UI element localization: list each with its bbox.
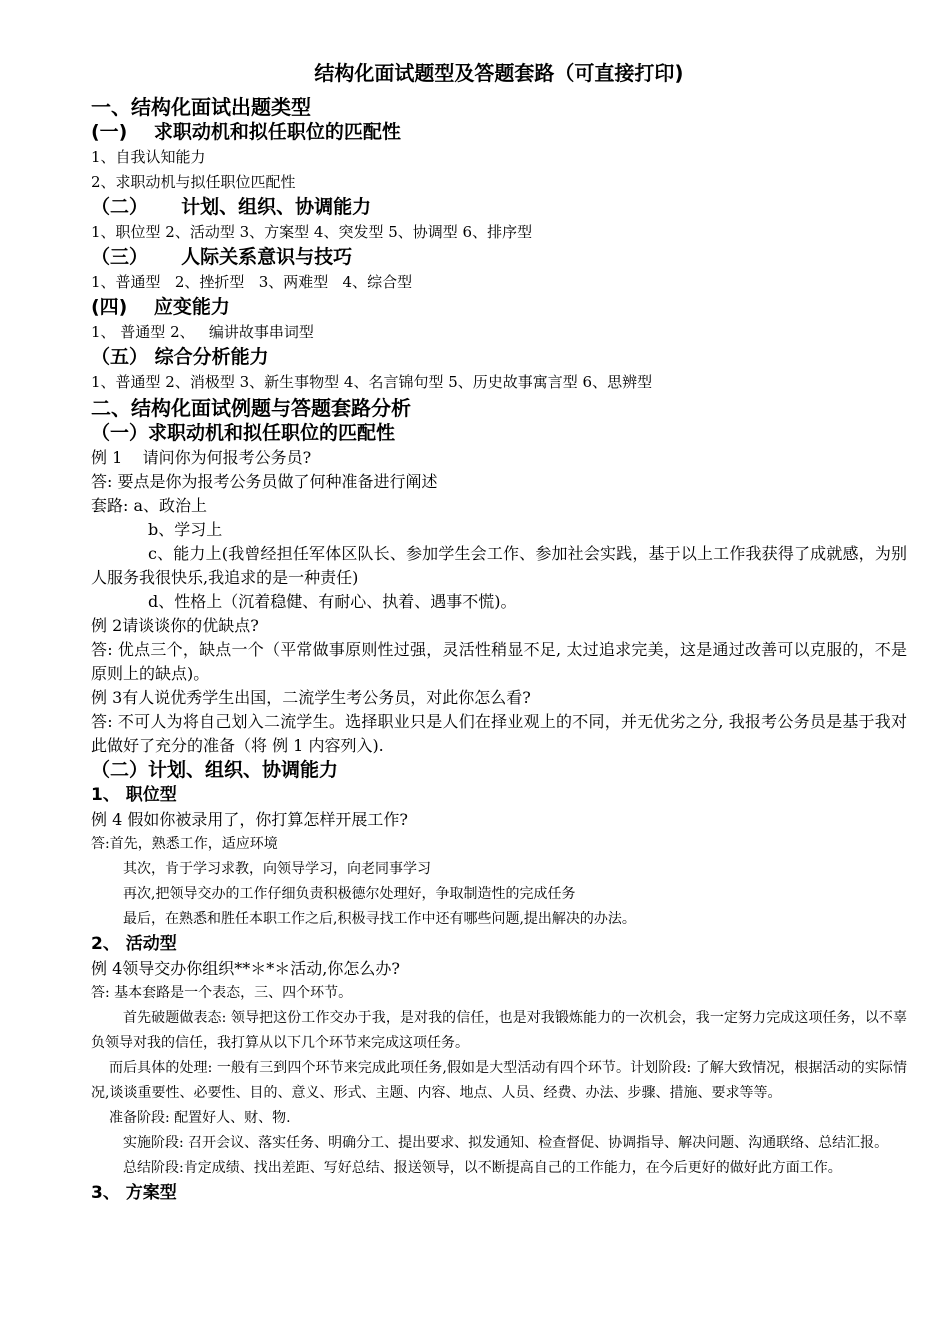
sec1-sub5-heading: （五） 综合分析能力: [91, 346, 269, 368]
sec2-sub2-heading: （二）计划、组织、协调能力: [91, 759, 339, 781]
section2-heading: 二、结构化面试例题与答题套路分析: [91, 396, 411, 420]
example5-answer-6: 总结阶段:肯定成绩、找出差距、写好总结、报送领导，以不断提高自己的工作能力，在今后更好的做好此方面工作。: [123, 1160, 842, 1176]
sec1-sub1-line2: 2、求职动机与拟任职位匹配性: [91, 173, 296, 191]
example1-question: 例 1 请问你为何报考公务员?: [91, 448, 312, 467]
section1-heading: 一、结构化面试出题类型: [91, 95, 311, 119]
sec1-sub2-line1: 1、职位型 2、活动型 3、方案型 4、突发型 5、协调型 6、排序型: [91, 223, 533, 241]
example4-answer-2: 其次，肯于学习求教，向领导学习，向老同事学习: [123, 861, 431, 877]
example1-route-b: b、学习上: [148, 520, 223, 539]
sec1-sub1-line1: 1、自我认知能力: [91, 148, 206, 166]
type2-heading: 2、 活动型: [91, 934, 177, 954]
document-page: [91, 52, 907, 1206]
example4-answer-4: 最后，在熟悉和胜任本职工作之后,积极寻找工作中还有哪些问题,提出解决的办法。: [123, 911, 636, 927]
example5-answer-3: 而后具体的处理: 一般有三到四个环节来完成此项任务,假如是大型活动有四个环节。计划阶段: 了解大致情况，根据活动的实际情况,谈谈重要性、必要性、目的、意义、形式、主题、内容、地点、人员、经费、办法、步骤、措施、要求等等。: [91, 1060, 907, 1101]
example1-answer: 答: 要点是你为报考公务员做了何种准备进行阐述: [91, 472, 438, 491]
example4-answer-1: 答:首先，熟悉工作，适应环境: [91, 836, 278, 852]
example1-route-a: 套路: a、政治上: [91, 496, 208, 515]
sec1-sub3-heading: （三） 人际关系意识与技巧: [91, 246, 353, 268]
example4-answer-3: 再次,把领导交办的工作仔细负责积极德尔处理好，争取制造性的完成任务: [123, 886, 576, 902]
sec1-sub5-line1: 1、普通型 2、消极型 3、新生事物型 4、名言锦句型 5、历史故事寓言型 6、思辨型: [91, 373, 653, 391]
example1-route-d: d、性格上（沉着稳健、有耐心、执着、遇事不慌)。: [148, 592, 517, 611]
example1-route-c: c、能力上(我曾经担任军体区队长、参加学生会工作、参加社会实践，基于以上工作我获得了成就感，为别人服务我很快乐,我追求的是一种责任): [91, 544, 907, 587]
type3-heading: 3、 方案型: [91, 1183, 177, 1203]
sec1-sub4-heading: (四) 应变能力: [91, 296, 230, 318]
sec1-sub1-heading: (一) 求职动机和拟任职位的匹配性: [91, 121, 401, 143]
example5-answer-4: 准备阶段: 配置好人、财、物.: [109, 1110, 291, 1126]
example2-question: 例 2请谈谈你的优缺点?: [91, 616, 259, 635]
example5-answer-5: 实施阶段: 召开会议、落实任务、明确分工、提出要求、拟发通知、检查督促、协调指导、解决问题、沟通联络、总结汇报。: [123, 1135, 889, 1151]
example3-answer: 答: 不可人为将自己划入二流学生。选择职业只是人们在择业观上的不同，并无优劣之分, 我报考公务员是基于我对此做好了充分的准备（将 例 1 内容列入).: [91, 712, 907, 755]
sec1-sub2-heading: （二） 计划、组织、协调能力: [91, 196, 372, 218]
sec1-sub4-line1: 1、 普通型 2、 编讲故事串词型: [91, 323, 314, 341]
example5-answer-2: 首先破题做表态: 领导把这份工作交办于我，是对我的信任，也是对我锻炼能力的一次机会，我一定努力完成这项任务，以不辜负领导对我的信任，我打算从以下几个环节来完成这项任务。: [91, 1010, 907, 1051]
example4-question: 例 4 假如你被录用了，你打算怎样开展工作?: [91, 810, 408, 829]
sec1-sub3-line1: 1、普通型 2、挫折型 3、两难型 4、综合型: [91, 273, 413, 291]
example5-question: 例 4领导交办你组织**＊*＊活动,你怎么办?: [91, 959, 400, 978]
sec2-sub1-heading: （一）求职动机和拟任职位的匹配性: [91, 422, 396, 444]
example2-answer: 答: 优点三个，缺点一个（平常做事原则性过强，灵活性稍显不足, 太过追求完美，这是通过改善可以克服的，不是原则上的缺点)。: [91, 640, 907, 683]
example3-question: 例 3有人说优秀学生出国，二流学生考公务员，对此你怎么看?: [91, 688, 531, 707]
document-title: 结构化面试题型及答题套路（可直接打印): [314, 61, 684, 85]
type1-heading: 1、 职位型: [91, 785, 177, 805]
example5-answer-1: 答: 基本套路是一个表态，三、四个环节。: [91, 985, 353, 1001]
